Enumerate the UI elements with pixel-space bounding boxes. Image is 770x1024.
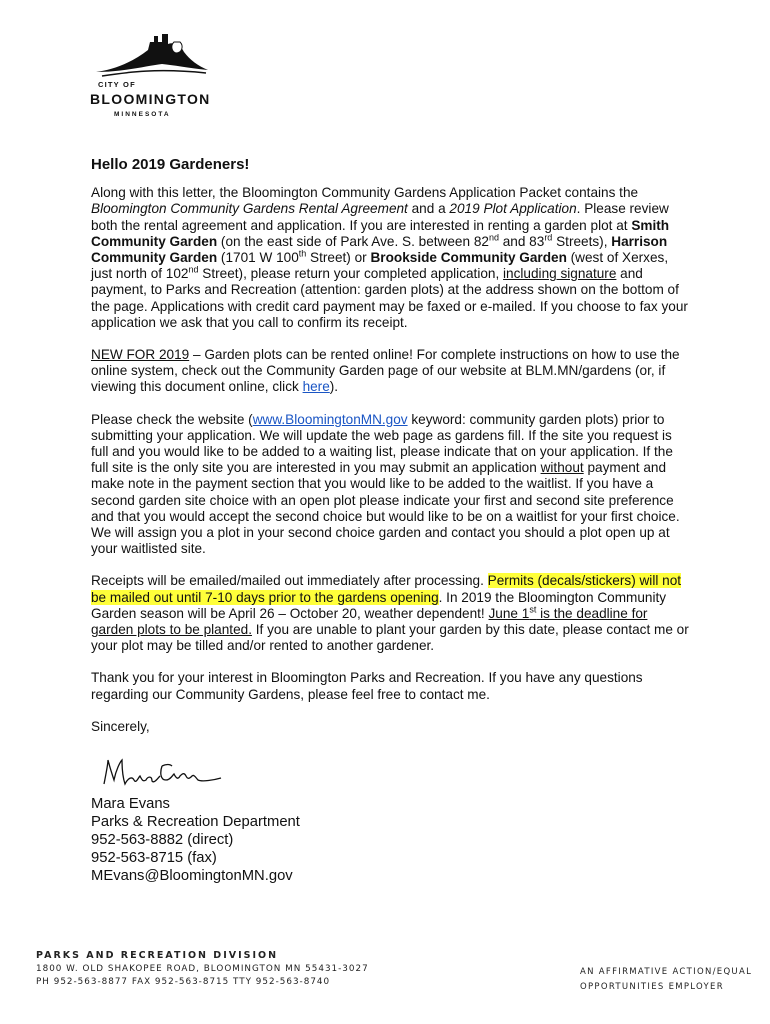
here-link[interactable]: here [302, 379, 330, 395]
footer-address: 1800 W. OLD SHAKOPEE ROAD, BLOOMINGTON MN 55431-3027 [36, 964, 369, 974]
eeo-line-2: OPPORTUNITIES EMPLOYER [580, 982, 724, 992]
paragraph-thanks: Thank you for your interest in Bloomington Parks and Recreation. If you have any questions regarding our Community Gardens, please feel free to contact me. [91, 670, 643, 702]
paragraph-intro: Along with this letter, the Bloomington Community Gardens Application Packet contains the Bloomington Community Gardens Rental Agreement and a 2019 Plot Application. Please review both the rental agreement and application. If you are interested in renting a garden plot at Smith Community Garden (on the east side of Park Ave. S. between 82nd and 83rd Streets), Harrison Community Garden (1701 W 100th Street) or Brookside Community Garden (west of Xerxes, just north of 102nd Street), please return your completed application, including signature and payment, to Parks and Recreation (attention: garden plots) at the address shown on the bottom of the page. Applications with credit card payment may be faxed or e-mailed. If you choose to fax your application we ask that you call to confirm its receipt. [91, 185, 688, 330]
contact-block [91, 795, 300, 885]
logo-state: MINNESOTA [114, 111, 171, 118]
footer-address-block [36, 950, 369, 987]
paragraph-new-for-2019: NEW FOR 2019 – Garden plots can be rented online! For complete instructions on how to use the online system, check out the Community Garden page of our website at BLM.MN/gardens (or, if viewing this document online, click here). [91, 347, 680, 395]
paragraph-receipts: Receipts will be emailed/mailed out immediately after processing. Permits (decals/stickers) will not be mailed out until 7-10 days prior to the gardens opening. In 2019 the Bloomington Community Garden season will be April 26 – October 20, weather dependent! June 1st is the deadline for garden plots to be planted. If you are unable to plant your garden by this date, please contact me or your plot may be tilled and/or rented to another gardener. [91, 573, 689, 654]
contact-department: Parks & Recreation Department [91, 814, 300, 830]
letter-body [91, 157, 691, 751]
closing-salutation: Sincerely, [91, 718, 150, 734]
handwritten-signature [96, 754, 226, 794]
eeo-line-1: AN AFFIRMATIVE ACTION/EQUAL [580, 967, 753, 977]
logo-city-of: CITY OF [98, 80, 136, 89]
footer-eeo-statement [580, 965, 752, 995]
logo-city-name: BLOOMINGTON [90, 91, 211, 107]
highlighted-permits-text: Permits (decals/stickers) will not be mailed out until 7-10 days prior to the gardens opening [91, 573, 682, 605]
contact-name: Mara Evans [91, 796, 170, 812]
city-skyline-icon [88, 32, 218, 82]
website-link[interactable]: www.BloomingtonMN.gov [252, 411, 408, 427]
paragraph-website: Please check the website (www.BloomingtonMN.gov keyword: community garden plots) prior to submitting your application. We will update the web page as gardens fill. If the site you request is full and you would like to be added to a waiting list, please indicate that on your application. If the full site is the only site you are interested in you may submit an application without payment and make note in the payment section that you would like to be added to the waitlist. If you have a second garden site choice with an open plot please indicate your first and second site preference and that you would accept the second choice but would like to be on a waitlist for your first choice. We will assign you a plot in your second choice garden and contact you should a plot open up at your waitlisted site. [91, 411, 680, 557]
contact-phone-direct: 952-563-8882 (direct) [91, 832, 234, 848]
footer-phones: PH 952-563-8877 FAX 952-563-8715 TTY 952-563-8740 [36, 977, 331, 987]
contact-email: MEvans@BloomingtonMN.gov [91, 868, 293, 884]
footer-division: PARKS AND RECREATION DIVISION [36, 950, 279, 961]
greeting-heading: Hello 2019 Gardeners! [91, 156, 250, 173]
contact-fax: 952-563-8715 (fax) [91, 850, 217, 866]
new-for-label: NEW FOR 2019 [91, 347, 190, 363]
city-logo [88, 32, 218, 127]
